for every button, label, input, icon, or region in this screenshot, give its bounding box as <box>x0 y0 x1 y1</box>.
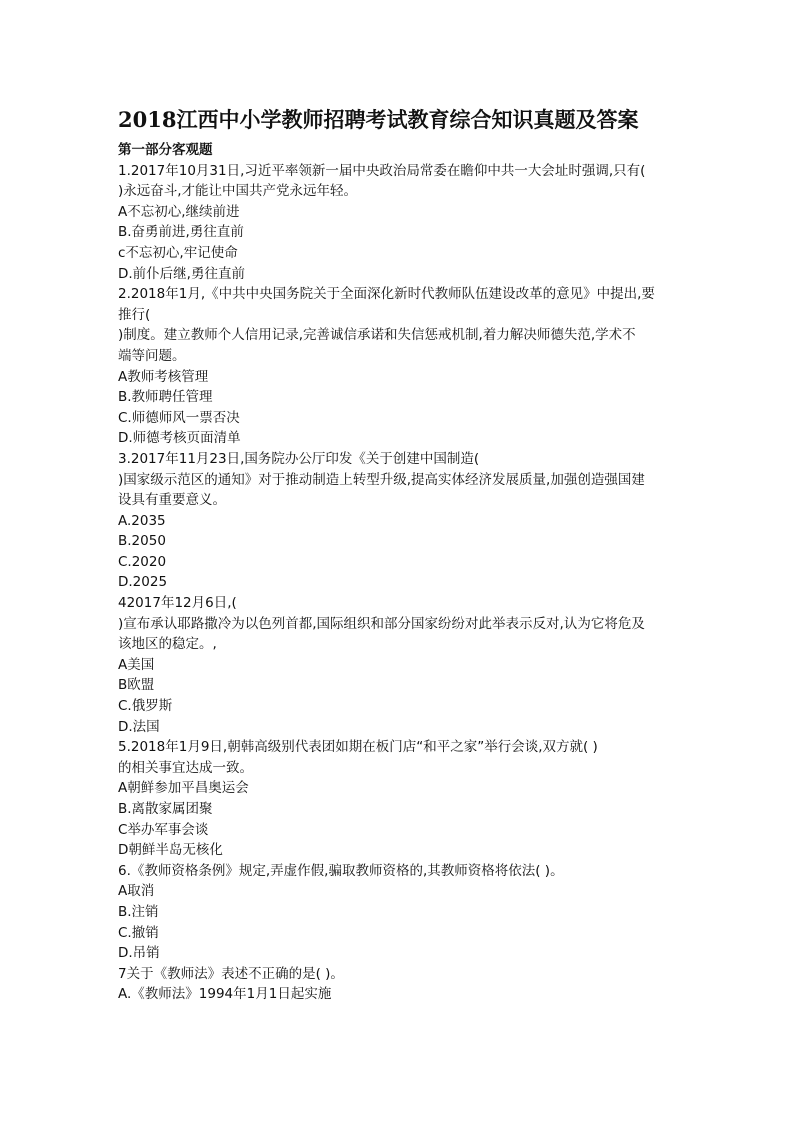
text-line: D.吊销 <box>118 945 160 962</box>
text-line: )宣布承认耶路撒冷为以色列首都,国际组织和部分国家纷纷对此举表示反对,认为它将危及 <box>118 615 645 632</box>
text-line: B.离散家属团聚 <box>118 801 213 817</box>
text-line: A教师考核管理 <box>118 368 209 385</box>
text-line: 3.2017年11月23日,国务院办公厅印发《关于创建中国制造( <box>118 450 480 467</box>
text-line: 设具有重要意义。 <box>118 492 226 509</box>
text-line: )永远奋斗,才能让中国共产党永远年轻。 <box>118 183 358 200</box>
text-line: A不忘初心,继续前进 <box>118 203 240 220</box>
text-line: 2.2018年1月,《中共中央国务院关于全面深化新时代教师队伍建设改革的意见》中提出,要 <box>118 286 655 303</box>
text-line: 的相关事宜达成一致。 <box>118 759 253 776</box>
text-line: A取消 <box>118 883 155 900</box>
text-line: 7关于《教师法》表述不正确的是( )。 <box>118 965 344 982</box>
text-line: A.2035 <box>118 512 166 529</box>
text-line: 端等问题。 <box>118 347 186 364</box>
text-line: B.教师聘任管理 <box>118 389 213 406</box>
text-line: c不忘初心,牢记使命 <box>118 244 238 261</box>
text-line: C.撤销 <box>118 924 159 941</box>
text-line: B.奋勇前进,勇往直前 <box>118 224 244 241</box>
text-line: D.前仆后继,勇往直前 <box>118 265 245 282</box>
text-line: C.2020 <box>118 553 167 570</box>
text-line: )制度。建立教师个人信用记录,完善诚信承诺和失信惩戒机制,着力解决师德失范,学术不 <box>118 327 636 344</box>
document-title: 2018江西中小学教师招聘考试教育综合知识真题及答案 <box>118 107 639 132</box>
text-line: 5.2018年1月9日,朝韩高级别代表团如期在板门店“和平之家”举行会谈,双方就( ) <box>118 739 598 756</box>
text-line: D.法国 <box>118 718 160 735</box>
text-line: A美国 <box>118 656 155 673</box>
text-line: D.师德考核页面清单 <box>118 430 241 447</box>
text-line: B.注销 <box>118 903 159 920</box>
text-line: 该地区的稳定。, <box>118 636 217 653</box>
text-line: C.师德师风一票否决 <box>118 409 240 426</box>
text-line: )国家级示范区的通知》对于推动制造上转型升级,提高实体经济发展质量,加强创造强国建 <box>118 471 645 488</box>
section-heading: 第一部分客观题 <box>118 142 213 158</box>
text-line: 42017年12月6日,( <box>118 595 237 612</box>
text-line: D.2025 <box>118 574 168 591</box>
document-body <box>118 140 678 1005</box>
text-line: D朝鲜半岛无核化 <box>118 842 223 859</box>
text-line: 推行( <box>118 306 151 323</box>
text-line: C举办军事会谈 <box>118 821 209 838</box>
text-line: 1.2017年10月31日,习近平率领新一届中央政治局常委在瞻仰中共一大会址时强调,只有( <box>118 162 646 179</box>
text-line: B.2050 <box>118 533 166 550</box>
text-line: C.俄罗斯 <box>118 698 173 715</box>
text-line: 6.《教师资格条例》规定,弄虚作假,骗取教师资格的,其教师资格将依法( )。 <box>118 862 564 879</box>
text-line: B欧盟 <box>118 677 155 694</box>
text-line: A.《教师法》1994年1月1日起实施 <box>118 986 332 1003</box>
text-line: A朝鲜参加平昌奥运会 <box>118 780 249 797</box>
